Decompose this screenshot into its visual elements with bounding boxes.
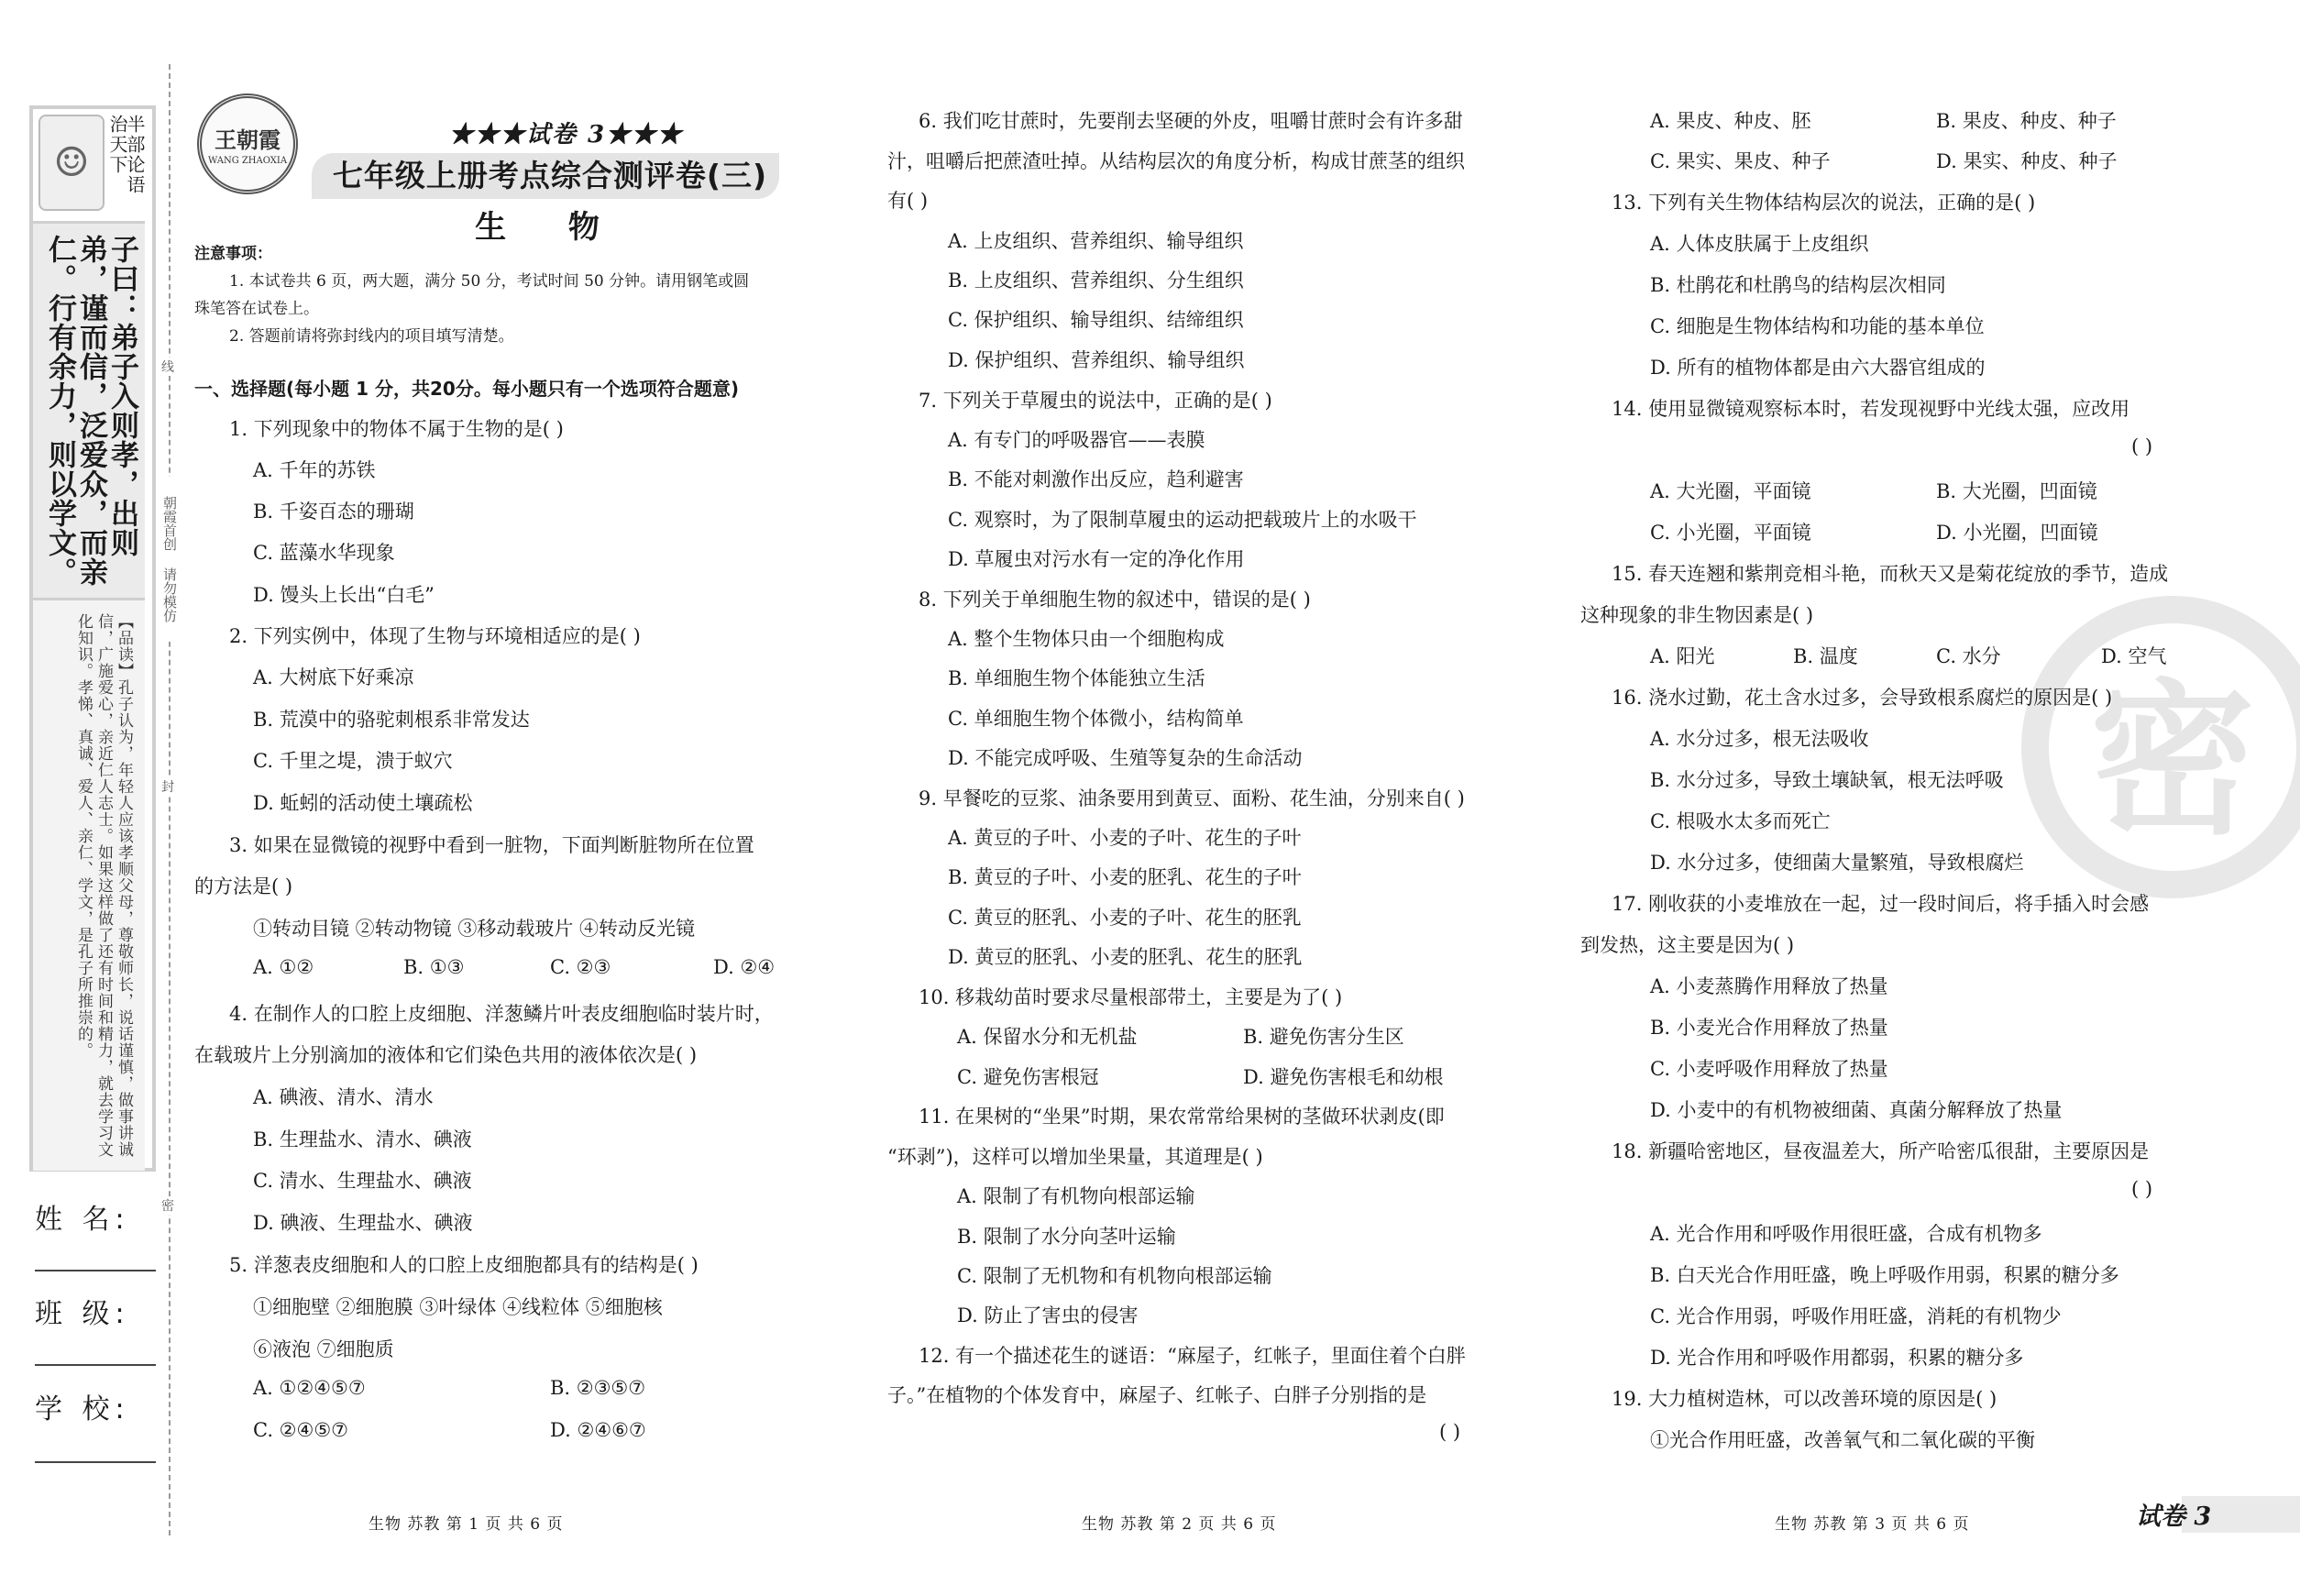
question-stem: 17. 刚收获的小麦堆放在一起，过一段时间后，将手插入时会感 [1612,893,2150,915]
option[interactable]: C. 光合作用弱，呼吸作用旺盛，消耗的有机物少 [1650,1305,2062,1327]
sidebar-header [33,109,145,219]
question-stem: 11. 在果树的“坐果”时期，果农常常给果树的茎做环状剥皮(即 [919,1106,1445,1128]
option[interactable]: A. 光合作用和呼吸作用很旺盛，合成有机物多 [1650,1223,2042,1245]
option[interactable]: B. 温度 [1793,645,1858,667]
option[interactable]: C. 根吸水太多而死亡 [1650,810,1831,832]
option[interactable]: A. ①② [253,956,314,978]
option[interactable]: D. 防止了害虫的侵害 [957,1304,1139,1326]
question-stem: 3. 如果在显微镜的视野中看到一脏物，下面判断脏物所在位置 [229,834,754,856]
option[interactable]: D. 黄豆的胚乳、小麦的胚乳、花生的胚乳 [948,946,1303,968]
option[interactable]: B. ①③ [403,956,465,978]
option[interactable]: B. 果皮、种皮、种子 [1936,110,2117,132]
option[interactable]: B. 小麦光合作用释放了热量 [1650,1017,1888,1039]
question-stem: 到发热，这主要是因为( ) [1580,934,1795,956]
option[interactable]: D. 空气 [2101,645,2167,667]
option[interactable]: D. 小麦中的有机物被细菌、真菌分解释放了热量 [1650,1099,2063,1121]
notice-block [194,240,859,350]
option[interactable]: C. 水分 [1936,645,2001,667]
option[interactable]: C. 细胞是生物体结构和功能的基本单位 [1650,315,1985,337]
option[interactable]: D. 蚯蚓的活动使土壤疏松 [253,792,473,814]
notice-item: 珠笔答在试卷上。 [194,300,319,318]
option[interactable]: A. 保留水分和无机盐 [957,1026,1138,1048]
question-stem: 在载玻片上分别滴加的液体和它们染色共用的液体依次是( ) [194,1044,698,1066]
notice-item: 1. 本试卷共 6 页，两大题，满分 50 分，考试时间 50 分钟。请用钢笔或圆 [229,272,750,291]
paper-label: ★★★试卷 3★★★ [449,121,684,149]
option[interactable]: A. 果皮、种皮、胚 [1650,110,1811,132]
question-items: ①细胞壁 ②细胞膜 ③叶绿体 ④线粒体 ⑤细胞核 [253,1296,663,1318]
question-stem: 有( ) [887,190,929,212]
option[interactable]: D. 保护组织、营养组织、输导组织 [948,349,1245,371]
option[interactable]: C. 果实、果皮、种子 [1650,150,1831,172]
margin-mark-xian: 线 [158,358,178,376]
option[interactable]: A. 水分过多，根无法吸收 [1650,728,1869,750]
notice-heading: 注意事项： [194,245,272,263]
option[interactable]: D. 馒头上长出“白毛” [253,584,435,606]
option[interactable]: C. 保护组织、输导组织、结缔组织 [948,309,1244,331]
option[interactable]: C. ②③ [550,956,611,978]
question-items: ①转动目镜 ②转动物镜 ③移动载玻片 ④转动反光镜 [253,918,696,940]
margin-note: 朝霞首创 请勿模仿 [158,477,178,642]
option[interactable]: C. 观察时，为了限制草履虫的运动把载玻片上的水吸干 [948,509,1417,531]
question-stem: 18. 新疆哈密地区，昼夜温差大，所产哈密瓜很甜，主要原因是 [1612,1140,2150,1162]
option[interactable]: C. 小光圈，平面镜 [1650,522,1811,544]
answer-paren: ( ) [2131,1178,2153,1200]
page-footer-3: 生物 苏教 第 3 页 共 6 页 [1775,1515,1970,1534]
option[interactable]: B. 千姿百态的珊瑚 [253,501,414,523]
option[interactable]: A. 人体皮肤属于上皮组织 [1650,233,1869,255]
option[interactable]: A. 小麦蒸腾作用释放了热量 [1650,975,1888,997]
question-stem: 2. 下列实例中，体现了生物与环境相适应的是( ) [229,625,641,647]
corner-label: 试卷 3 [2136,1502,2212,1531]
answer-paren: ( ) [1439,1421,1461,1443]
option[interactable]: C. 黄豆的胚乳、小麦的子叶、花生的胚乳 [948,907,1302,929]
option[interactable]: D. ②④ [713,956,776,978]
brand-logo-text: 王朝霞 [215,127,281,153]
question-stem: 10. 移栽幼苗时要求尽量根部带土，主要是为了( ) [919,986,1343,1008]
option[interactable]: B. 上皮组织、营养组织、分生组织 [948,270,1244,292]
question-stem: 7. 下列关于草履虫的说法中，正确的是( ) [919,390,1272,412]
option[interactable]: A. 有专门的呼吸器官——表膜 [948,429,1205,451]
option[interactable]: C. ②④⑤⑦ [253,1419,348,1441]
option[interactable]: C. 限制了无机物和有机物向根部运输 [957,1265,1272,1287]
series-title: 半部论语治天下 [106,115,146,195]
option[interactable]: D. 光合作用和呼吸作用都弱，积累的糖分多 [1650,1347,2024,1369]
option[interactable]: B. 杜鹃花和杜鹃鸟的结构层次相同 [1650,274,1946,296]
question-stem: 子。”在植物的个体发育中，麻屋子、红帐子、白胖子分别指的是 [887,1384,1427,1406]
option[interactable]: A. 限制了有机物向根部运输 [957,1185,1195,1207]
margin-mark-mi: 密 [158,1196,178,1215]
page-footer-2: 生物 苏教 第 2 页 共 6 页 [1082,1515,1277,1534]
question-stem: 15. 春天连翘和紫荆竞相斗艳，而秋天又是菊花绽放的季节，造成 [1612,563,2169,585]
option[interactable]: B. 白天光合作用旺盛，晚上呼吸作用弱，积累的糖分多 [1650,1264,2119,1286]
option[interactable]: B. 不能对刺激作出反应，趋利避害 [948,468,1244,490]
page-title: 七年级上册考点综合测评卷(三) [332,158,768,193]
margin-mark-feng: 封 [158,777,178,796]
answer-paren: ( ) [2131,435,2153,457]
option[interactable]: B. 黄豆的子叶、小麦的胚乳、花生的子叶 [948,866,1302,888]
brand-logo-sub: WANG ZHAOXIA [207,156,288,166]
confucius-avatar-icon: ☺ [39,115,105,211]
question-stem: 16. 浇水过勤，花土含水过多，会导致根系腐烂的原因是( ) [1612,687,2113,709]
option[interactable]: A. 大光圈，平面镜 [1650,480,1811,502]
option[interactable]: B. 单细胞生物个体能独立生活 [948,667,1205,689]
watermark-stamp: 密 [2021,596,2300,898]
option[interactable]: C. 单细胞生物个体微小，结构简单 [948,708,1244,730]
option[interactable]: A. 阳光 [1650,645,1715,667]
confucius-quote: 子曰：弟子入则孝，出则弟，谨而信，泛爱众，而亲仁。行有余力，则以学文。 [43,235,138,587]
option[interactable]: B. 水分过多，导致土壤缺氧，根无法呼吸 [1650,769,2004,791]
option[interactable]: C. 避免伤害根冠 [957,1066,1099,1088]
brand-logo [197,94,298,194]
question-stem: 8. 下列关于单细胞生物的叙述中，错误的是( ) [919,589,1311,611]
option[interactable]: A. 上皮组织、营养组织、输导组织 [948,230,1244,252]
name-label: 姓 名: [35,1204,130,1236]
class-label: 班 级: [35,1298,130,1330]
option[interactable]: C. 小麦呼吸作用释放了热量 [1650,1058,1888,1080]
binding-line [169,64,171,1535]
option[interactable]: B. ②③⑤⑦ [550,1377,646,1399]
option[interactable]: D. 小光圈，凹面镜 [1936,522,2098,544]
option[interactable]: A. 碘液、清水、清水 [253,1086,434,1108]
name-field[interactable] [35,1270,156,1271]
question-stem: 这种现象的非生物因素是( ) [1580,604,1814,626]
question-items: ①光合作用旺盛，改善氧气和二氧化碳的平衡 [1650,1429,2035,1451]
option[interactable]: D. 不能完成呼吸、生殖等复杂的生命活动 [948,747,1303,769]
question-stem: 13. 下列有关生物体结构层次的说法，正确的是( ) [1612,192,2036,214]
reading-note-box [33,598,145,1171]
option[interactable]: B. 大光圈，凹面镜 [1936,480,2097,502]
option[interactable]: D. 避免伤害根毛和幼根 [1243,1066,1444,1088]
option[interactable]: A. ①②④⑤⑦ [253,1377,366,1399]
school-label: 学 校: [35,1393,130,1425]
question-stem: “环剥”)，这样可以增加坐果量，其道理是( ) [887,1146,1263,1168]
page-footer-1: 生物 苏教 第 1 页 共 6 页 [369,1515,564,1534]
option[interactable]: D. ②④⑥⑦ [550,1419,646,1441]
school-field[interactable] [35,1461,156,1463]
option[interactable]: C. 清水、生理盐水、碘液 [253,1170,472,1192]
option[interactable]: B. 避免伤害分生区 [1243,1026,1404,1048]
option[interactable]: D. 果实、种皮、种子 [1936,150,2118,172]
question-stem[interactable]: D. 所有的植物体都是由六大器官组成的 [1650,357,1986,379]
subject-title: 生 物 [475,209,625,246]
option[interactable]: A. 整个生物体只由一个细胞构成 [948,628,1225,650]
question-stem: 19. 大力植树造林，可以改善环境的原因是( ) [1612,1388,1997,1410]
option[interactable]: B. 荒漠中的骆驼刺根系非常发达 [253,709,530,731]
option[interactable]: A. 千年的苏铁 [253,459,376,481]
option[interactable]: B. 生理盐水、清水、碘液 [253,1128,472,1150]
option[interactable]: A. 大树底下好乘凉 [253,666,414,688]
question-stem: 4. 在制作人的口腔上皮细胞、洋葱鳞片叶表皮细胞临时装片时， [229,1003,774,1025]
option[interactable]: C. 蓝藻水华现象 [253,542,395,564]
question-stem: 14. 使用显微镜观察标本时，若发现视野中光线太强，应改用 [1612,398,2130,420]
question-stem: 5. 洋葱表皮细胞和人的口腔上皮细胞都具有的结构是( ) [229,1254,699,1276]
question-stem: 6. 我们吃甘蔗时，先要削去坚硬的外皮，咀嚼甘蔗时会有许多甜 [919,110,1463,132]
question-items: ⑥液泡 ⑦细胞质 [253,1338,394,1360]
option[interactable]: C. 千里之堤，溃于蚁穴 [253,750,453,772]
question-stem: 汁，咀嚼后把蔗渣吐掉。从结构层次的角度分析，构成甘蔗茎的组织 [887,150,1465,172]
option[interactable]: D. 水分过多，使细菌大量繁殖，导致根腐烂 [1650,852,2024,874]
question-stem: 12. 有一个描述花生的谜语：“麻屋子，红帐子，里面住着个白胖 [919,1345,1466,1367]
option[interactable]: D. 草履虫对污水有一定的净化作用 [948,548,1245,570]
question-stem: 9. 早餐吃的豆浆、油条要用到黄豆、面粉、花生油，分别来自( ) [919,787,1465,809]
option[interactable]: B. 限制了水分向茎叶运输 [957,1226,1176,1248]
question-stem: 的方法是( ) [194,875,293,897]
section-heading: 一、选择题(每小题 1 分，共20分。每小题只有一个选项符合题意) [194,378,739,400]
option[interactable]: A. 黄豆的子叶、小麦的子叶、花生的子叶 [948,827,1302,849]
question-stem: 1. 下列现象中的物体不属于生物的是( ) [229,418,564,440]
quote-box [33,221,145,598]
class-field[interactable] [35,1364,156,1366]
notice-item: 2. 答题前请将弥封线内的项目填写清楚。 [229,327,514,346]
option[interactable]: D. 碘液、生理盐水、碘液 [253,1212,473,1234]
sidebar-panel [29,105,156,1172]
reading-note: 【品读】孔子认为，年轻人应该孝顺父母，尊敬师长，说话谨慎，做事讲诚信，广施爱心，亲近仁人志士。如果这样做了还有时间和精力，就去学习文化知识。孝悌、真诚、爱人、亲仁、学文，是孔子所推崇的。 [74,613,133,1158]
